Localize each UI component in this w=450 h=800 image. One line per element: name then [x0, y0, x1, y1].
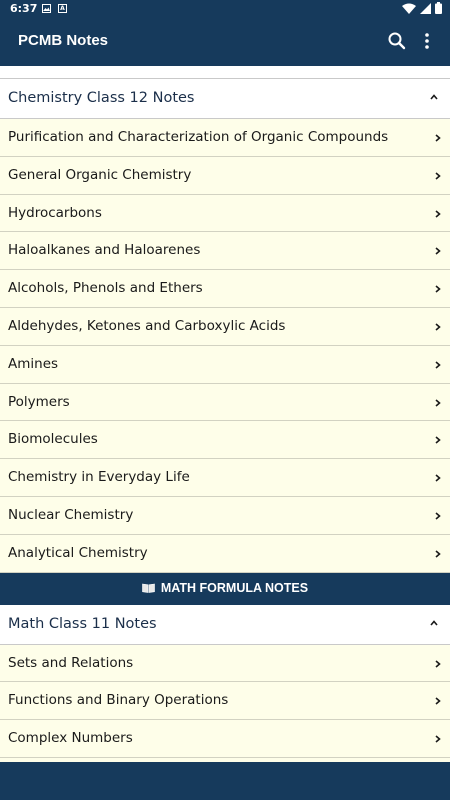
- list-item-label: Amines: [8, 355, 59, 372]
- list-item[interactable]: [0, 308, 450, 346]
- chevron-right-icon: [434, 321, 442, 333]
- wifi-icon: [402, 3, 416, 14]
- list-item[interactable]: [0, 384, 450, 422]
- list-item-label: Haloalkanes and Haloarenes: [8, 242, 201, 259]
- chevron-right-icon: [434, 472, 442, 484]
- chevron-right-icon: [434, 733, 442, 745]
- list-item-label: Complex Numbers: [8, 730, 133, 747]
- list-item[interactable]: [0, 497, 450, 535]
- more-vert-icon: [418, 30, 436, 52]
- section-header-chemistry-12[interactable]: [0, 79, 450, 119]
- chevron-up-icon: [428, 617, 440, 629]
- system-icons: [402, 2, 442, 14]
- chevron-right-icon: [434, 245, 442, 257]
- list-item[interactable]: [0, 119, 450, 157]
- chevron-right-icon: [434, 359, 442, 371]
- list-item-label: Chemistry in Everyday Life: [8, 469, 190, 486]
- list-item-label: Sets and Relations: [8, 654, 134, 671]
- more-options-button[interactable]: [418, 30, 436, 52]
- status-time: 6:37: [10, 2, 38, 15]
- notes-list[interactable]: [0, 66, 450, 762]
- partial-row: [0, 66, 450, 79]
- section-header-math-11[interactable]: [0, 605, 450, 645]
- chevron-right-icon: [434, 695, 442, 707]
- list-item-label: Alcohols, Phenols and Ethers: [8, 280, 203, 297]
- list-item-label: Functions and Binary Operations: [8, 692, 229, 709]
- chevron-right-icon: [434, 510, 442, 522]
- image-icon: [42, 4, 51, 13]
- app-bar: [0, 18, 450, 66]
- search-icon: [386, 30, 408, 52]
- list-item-label: Biomolecules: [8, 431, 98, 448]
- battery-icon: [435, 2, 442, 14]
- list-item[interactable]: [0, 195, 450, 233]
- status-bar: [0, 0, 450, 18]
- list-item-label: Nuclear Chemistry: [8, 506, 134, 523]
- list-item[interactable]: [0, 421, 450, 459]
- section-title: Math Class 11 Notes: [8, 615, 157, 632]
- chevron-right-icon: [434, 208, 442, 220]
- chevron-right-icon: [434, 548, 442, 560]
- app-title: PCMB Notes: [18, 32, 109, 49]
- list-item[interactable]: [0, 459, 450, 497]
- chevron-right-icon: [434, 434, 442, 446]
- list-item-label: General Organic Chemistry: [8, 166, 192, 183]
- a-icon: A: [58, 4, 67, 13]
- section-title: Chemistry Class 12 Notes: [8, 90, 195, 106]
- list-item-label: Hydrocarbons: [8, 204, 102, 221]
- list-item[interactable]: [0, 720, 450, 758]
- list-item[interactable]: [0, 645, 450, 683]
- chevron-right-icon: [434, 132, 442, 144]
- list-item[interactable]: [0, 232, 450, 270]
- list-item-label: Polymers: [8, 393, 70, 410]
- list-item[interactable]: [0, 535, 450, 573]
- chevron-up-icon: [428, 91, 440, 103]
- bottom-bar: [0, 762, 450, 800]
- search-button[interactable]: [386, 30, 408, 52]
- math-formula-banner[interactable]: [0, 573, 450, 605]
- list-item[interactable]: [0, 682, 450, 720]
- chevron-right-icon: [434, 283, 442, 295]
- signal-icon: [420, 3, 431, 14]
- banner-content: [0, 581, 450, 595]
- chevron-right-icon: [434, 658, 442, 670]
- list-item[interactable]: [0, 270, 450, 308]
- math-items: [0, 645, 450, 758]
- chevron-right-icon: [434, 170, 442, 182]
- list-item-label: Analytical Chemistry: [8, 544, 148, 561]
- list-item[interactable]: [0, 157, 450, 195]
- list-item-label: Purification and Characterization of Organic Compounds: [8, 129, 389, 145]
- list-item[interactable]: [0, 346, 450, 384]
- banner-label: MATH FORMULA NOTES: [160, 580, 309, 595]
- list-item-label: Aldehydes, Ketones and Carboxylic Acids: [8, 317, 286, 334]
- book-icon: [142, 583, 155, 593]
- chemistry-items: [0, 119, 450, 573]
- chevron-right-icon: [434, 397, 442, 409]
